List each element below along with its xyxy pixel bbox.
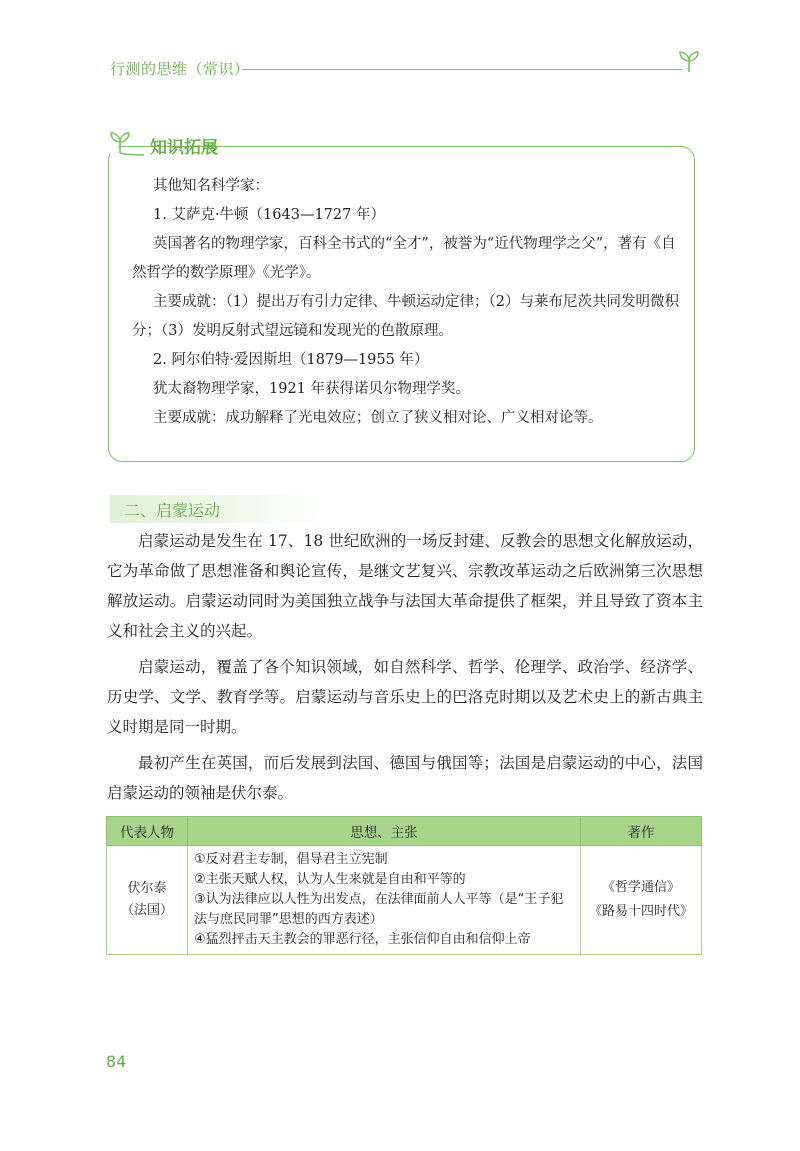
idea-item: ①反对君主专制，倡导君主立宪制 — [194, 852, 388, 867]
paragraph: 启蒙运动是发生在 17、18 世纪欧洲的一场反封建、反教会的思想文化解放运动，它为革命做了思想准备和舆论宣传，是继文艺复兴、宗教改革运动之后欧洲第三次思想解放运动。启蒙运动同时为美国独立战争与法国大革命提供了框架，并且导致了资本主义和社会主义的兴起。 — [107, 532, 703, 640]
knowledge-box-body — [132, 172, 687, 433]
sprout-icon — [676, 48, 702, 74]
col-header-ideas: 思想、主张 — [188, 817, 581, 846]
idea-item: ②主张天赋人权，认为人生来就是自由和平等的 — [194, 872, 466, 887]
section-heading — [110, 495, 330, 523]
kb-line: 其他知名科学家： — [153, 178, 269, 194]
header-title: 行测的思维（常识） — [110, 60, 250, 78]
idea-item: ④猛烈抨击天主教会的罪恶行径，主张信仰自由和信仰上帝 — [194, 932, 531, 947]
page-number: 84 — [106, 1052, 127, 1071]
cell-works — [581, 846, 702, 955]
kb-line: 犹太裔物理学家，1921 年获得诺贝尔物理学奖。 — [153, 381, 471, 397]
idea-item: ③认为法律应以人性为出发点，在法律面前人人平等（是“王子犯法与庶民同罪”思想的西方表述） — [194, 892, 564, 927]
cell-ideas — [188, 846, 581, 955]
kb-line: 主要成就：（1）提出万有引力定律、牛顿运动定律；（2）与莱布尼茨共同发明微积分；（3）发明反射式望远镜和发现光的色散原理。 — [132, 294, 679, 339]
knowledge-box-title: 知识拓展 — [150, 138, 218, 158]
paragraph: 最初产生在英国，而后发展到法国、德国与俄国等；法国是启蒙运动的中心，法国启蒙运动的领袖是伏尔泰。 — [107, 754, 703, 802]
kb-line: 主要成就：成功解释了光电效应；创立了狭义相对论、广义相对论等。 — [153, 410, 603, 426]
representatives-table — [106, 816, 702, 955]
person-country: （法国） — [120, 903, 173, 918]
kb-line: 2. 阿尔伯特·爱因斯坦（1879—1955 年） — [153, 352, 429, 368]
kb-line: 1. 艾萨克·牛顿（1643—1727 年） — [153, 207, 385, 223]
sprout-icon — [106, 123, 146, 159]
header-rule — [242, 69, 682, 70]
kb-line: 英国著名的物理学家，百科全书式的“全才”，被誉为“近代物理学之父”，著有《自然哲学的数学原理》《光学》。 — [132, 236, 676, 281]
person-name: 伏尔泰 — [127, 881, 167, 896]
knowledge-box-heading — [110, 125, 218, 161]
section-body — [107, 526, 703, 814]
work-title: 《哲学通信》 — [601, 880, 680, 895]
section-title: 二、启蒙运动 — [124, 501, 221, 520]
table-header-row — [107, 817, 702, 846]
table-row — [107, 846, 702, 955]
cell-person — [107, 846, 188, 955]
col-header-person: 代表人物 — [107, 817, 188, 846]
page-header — [110, 56, 705, 86]
paragraph: 启蒙运动，覆盖了各个知识领域，如自然科学、哲学、伦理学、政治学、经济学、历史学、文学、教育学等。启蒙运动与音乐史上的巴洛克时期以及艺术史上的新古典主义时期是同一时期。 — [107, 658, 703, 736]
work-title: 《路易十四时代》 — [588, 904, 693, 919]
col-header-works: 著作 — [581, 817, 702, 846]
